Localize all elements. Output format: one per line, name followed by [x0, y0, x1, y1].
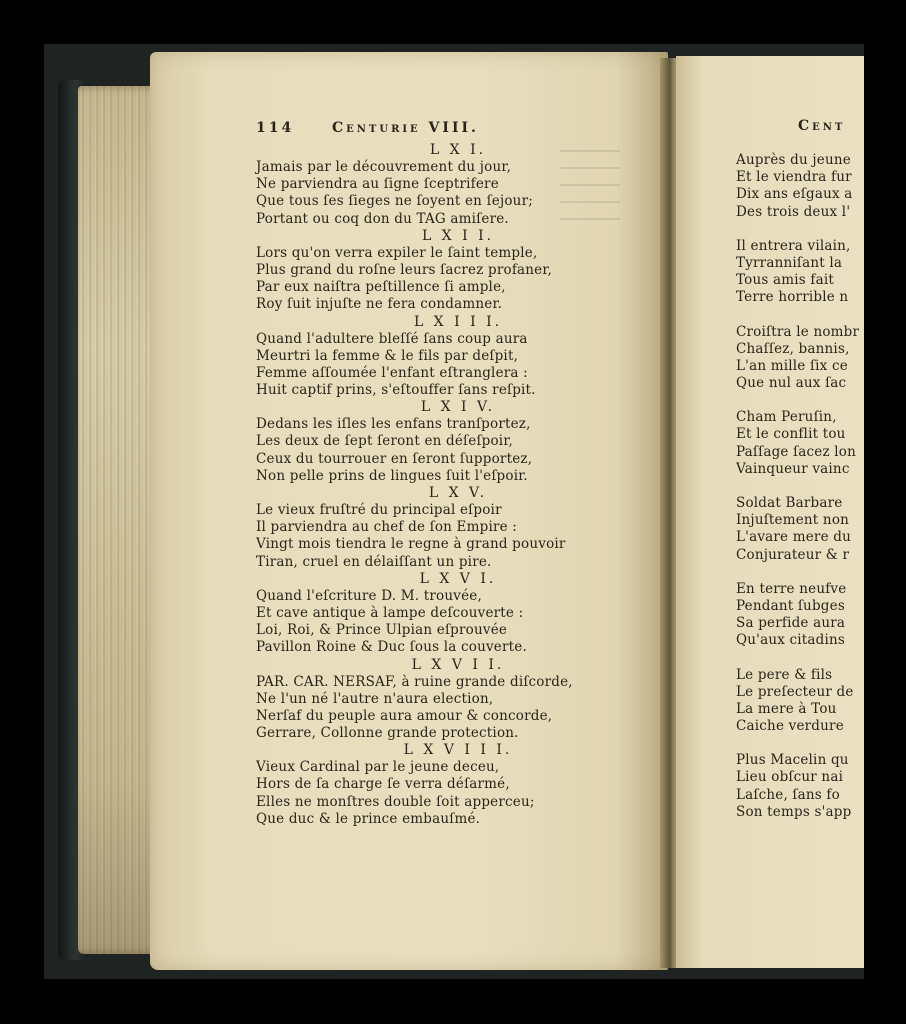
verse-line: PAR. CAR. NERSAF, à ruine grande diſcorde,: [256, 673, 573, 690]
quatrain-numeral: L X I I.: [421, 227, 495, 244]
right-verse-line: L'avare mere du: [736, 529, 851, 546]
verse-line: Quand l'adultere bleſſé ſans coup aura: [256, 330, 528, 347]
right-verse-line: La mere à Tou: [736, 700, 837, 717]
right-verse-line: Qu'aux citadins: [736, 632, 846, 649]
quatrain: [256, 742, 636, 828]
verse-line: Lors qu'on verra expiler le ſaint temple,: [256, 244, 538, 261]
verse-line: Les deux de ſept ſeront en déſeſpoir,: [256, 433, 513, 450]
right-verse-line: Tous amis fait: [736, 272, 834, 289]
running-head: Centurie VIII.: [332, 120, 479, 136]
verse-line: Le vieux fruſtré du principal eſpoir: [256, 502, 502, 518]
right-verse-line: Et le conflit tou: [736, 426, 846, 443]
verse-line: Pavillon Roine & Duc ſous la couverte.: [256, 639, 527, 656]
stanza-gap: [736, 392, 876, 409]
right-stanza-list: [736, 152, 876, 838]
quatrain: [256, 571, 636, 657]
right-verse-line: Plus Macelin qu: [736, 752, 849, 769]
right-page-text: [736, 118, 876, 838]
right-verse-line: Le pere & fils: [736, 666, 833, 683]
page-header: [256, 118, 636, 142]
verse-line: Roy ſuit injuſte ne fera condamner.: [256, 296, 503, 313]
right-verse-line: Chaſſez, bannis,: [736, 340, 850, 357]
right-verse-line: Tyrranniſant la: [736, 254, 843, 271]
right-verse-line: Croiſtra le nombr: [736, 323, 860, 340]
verse-line: Vieux Cardinal par le jeune deceu,: [256, 759, 500, 776]
stanza-gap: [736, 650, 876, 667]
verse-line: Huit captif prins, s'eſtouffer ſans reſpit.: [256, 382, 536, 399]
right-verse-line: Injuſtement non: [736, 512, 850, 529]
verse-line: Jamais par le découvrement du jour,: [256, 159, 512, 175]
quatrain-numeral: L X V I I I.: [403, 742, 513, 759]
verse-line: Loi, Roi, & Prince Ulpian eſprouvée: [256, 622, 508, 639]
verse-line: Femme aſſoumée l'enfant eſtranglera :: [256, 364, 528, 381]
quatrain: [256, 142, 636, 228]
quatrain-numeral: L X V I I.: [411, 656, 505, 673]
verse-line: Quand l'eſcriture D. M. trouvée,: [256, 587, 482, 604]
right-verse-line: Le preſecteur de: [736, 683, 854, 700]
quatrain: [256, 485, 636, 571]
quatrain-numeral: L X I V.: [420, 399, 496, 416]
right-verse-line: Sa perfide aura: [736, 615, 846, 632]
right-verse-line: Conjurateur & r: [736, 546, 850, 563]
right-verse-line: Pendant ſubges: [736, 597, 845, 614]
right-verse-line: Soldat Barbare: [736, 495, 843, 511]
stanza-gap: [736, 821, 876, 838]
right-verse-line: Vainqueur vainc: [736, 460, 850, 477]
right-verse-line: Paſſage ſacez lon: [736, 443, 857, 460]
quatrain: [256, 228, 636, 314]
left-page-text: [256, 118, 636, 828]
verse-line: Hors de ſa charge ſe verra déſarmé,: [256, 776, 510, 793]
right-verse-line: Et le viendra fur: [736, 169, 852, 186]
quatrain-list: [256, 142, 636, 828]
photo-border-right: [864, 0, 906, 1024]
verse-line: Ceux du tourrouer en ſeront ſupportez,: [256, 450, 533, 467]
right-verse-line: Lieu obſcur nai: [736, 769, 844, 786]
right-verse-line: Laſche, ſans fo: [736, 786, 840, 803]
quatrain-numeral: L X V.: [428, 485, 488, 501]
stanza-gap: [736, 307, 876, 324]
right-verse-line: Que nul aux ſac: [736, 375, 847, 392]
right-verse-line: L'an mille ſix ce: [736, 357, 848, 374]
verse-line: Meurtri la femme & le fils par deſpit,: [256, 347, 519, 364]
right-verse-line: Terre horrible n: [736, 289, 849, 306]
verse-line: Non pelle prins de lingues ſuit l'eſpoir.: [256, 467, 528, 484]
right-verse-line: Son temps s'app: [736, 803, 852, 820]
right-verse-line: Caiche verdure: [736, 718, 844, 735]
verse-line: Plus grand du roſne leurs ſacrez profaner,: [256, 261, 553, 278]
verse-line: Elles ne monſtres double ſoit apperceu;: [256, 793, 535, 810]
right-verse-line: Dix ans eſgaux a: [736, 186, 853, 203]
verse-line: Portant ou coq don du TAG amiſere.: [256, 210, 509, 227]
quatrain-numeral: L X I I I.: [413, 313, 503, 330]
quatrain: [256, 399, 636, 485]
verse-line: Tiran, cruel en délaiſſant un pire.: [256, 553, 492, 570]
stanza-gap: [736, 221, 876, 238]
page-number: 114: [256, 120, 295, 136]
right-running-head: Cent: [798, 118, 846, 134]
right-verse-line: Cham Peruſin,: [736, 409, 837, 426]
verse-line: Gerrare, Collonne grande protection.: [256, 725, 519, 742]
verse-line: Ne l'un né l'autre n'aura election,: [256, 690, 494, 707]
verse-line: Dedans les iſles les enfans tranſportez,: [256, 416, 531, 433]
right-verse-line: Des trois deux l': [736, 203, 851, 220]
verse-line: Vingt mois tiendra le regne à grand pouvoir: [256, 536, 566, 553]
verse-line: Ne parviendra au ſigne ſceptrifere: [256, 176, 499, 193]
verse-line: Et cave antique à lampe deſcouverte :: [256, 604, 524, 621]
verse-line: Par eux naiſtra peſtillence ſi ample,: [256, 279, 506, 296]
right-verse-line: Auprès du jeune: [736, 152, 851, 168]
quatrain-numeral: L X I.: [429, 142, 487, 158]
right-verse-line: Il entrera vilain,: [736, 237, 851, 254]
stanza-gap: [736, 564, 876, 581]
quatrain-numeral: L X V I.: [419, 570, 497, 587]
quatrain: [256, 657, 636, 743]
verse-line: Que duc & le prince embauſmé.: [256, 810, 481, 827]
verse-line: Que tous ſes ſieges ne ſoyent en ſejour;: [256, 193, 533, 210]
quatrain: [256, 314, 636, 400]
stanza-gap: [736, 735, 876, 752]
right-verse-line: En terre neufve: [736, 580, 847, 597]
verse-line: Il parviendra au chef de ſon Empire :: [256, 519, 518, 536]
verse-line: Nerſaf du peuple aura amour & concorde,: [256, 707, 553, 724]
stanza-gap: [736, 478, 876, 495]
